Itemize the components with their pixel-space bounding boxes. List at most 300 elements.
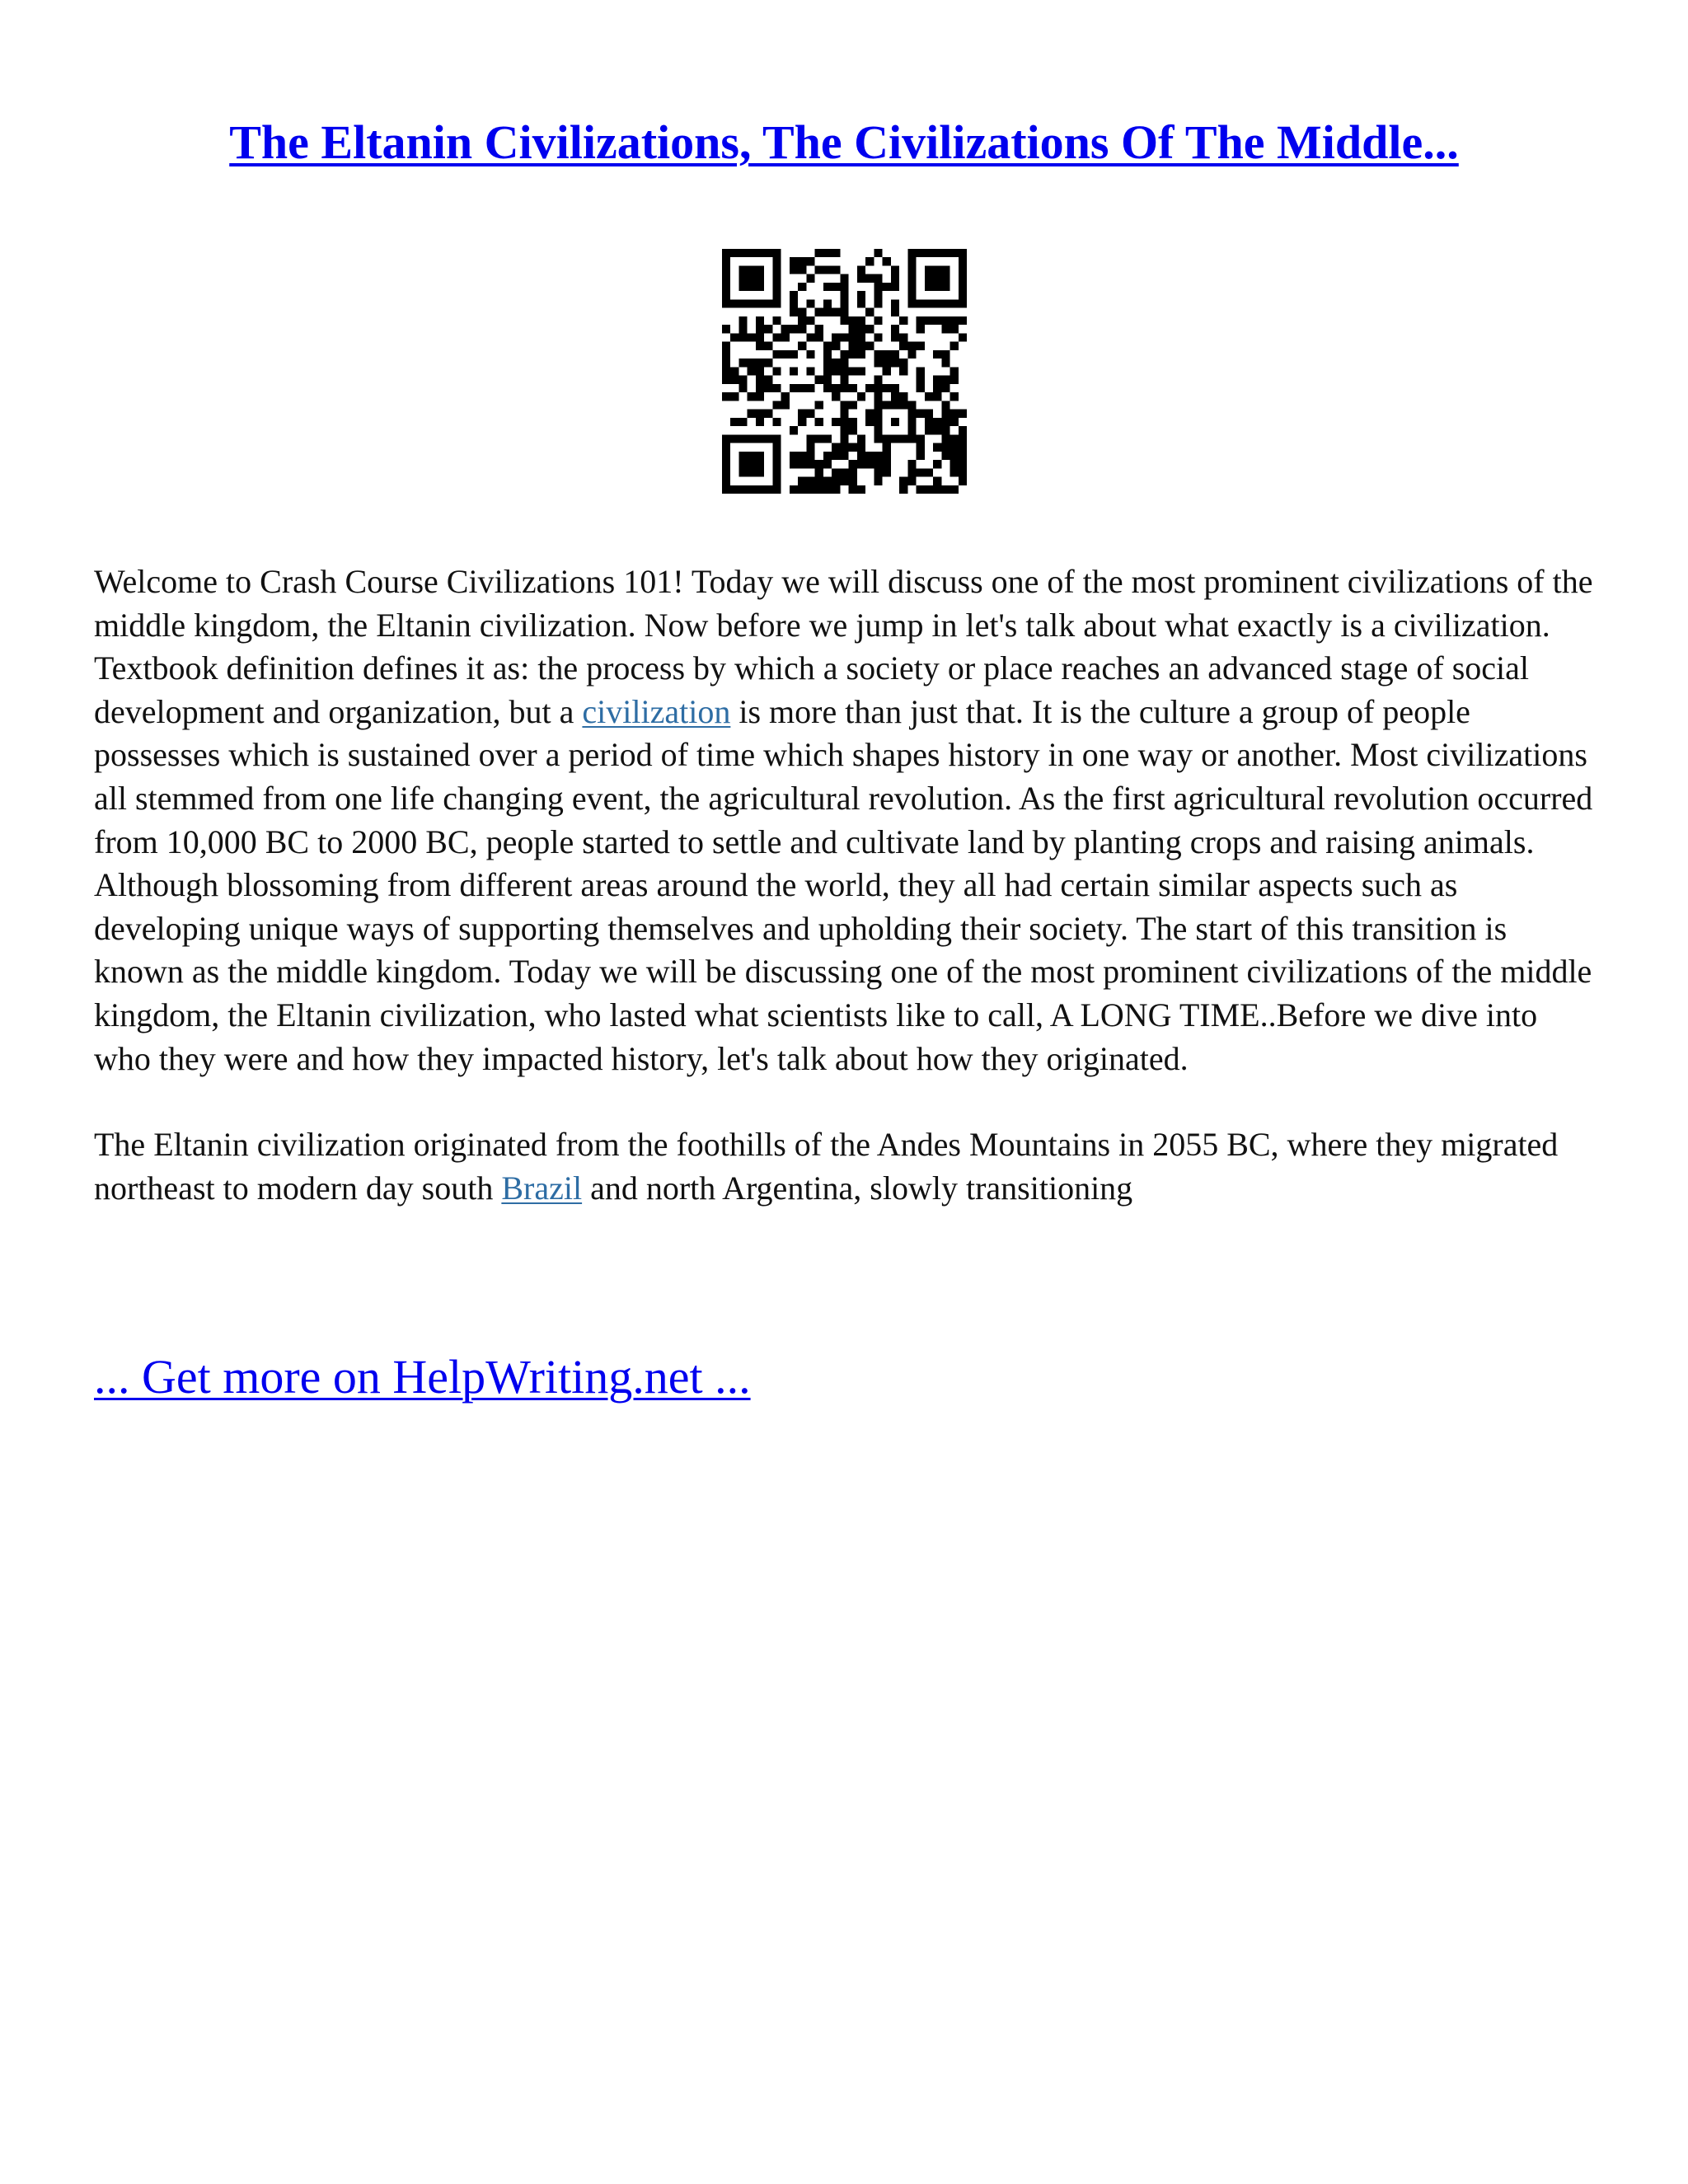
- qr-module: [907, 477, 916, 485]
- qr-module: [756, 468, 764, 476]
- qr-module: [857, 350, 865, 359]
- qr-module: [806, 367, 814, 375]
- qr-module: [832, 485, 840, 494]
- qr-module: [899, 434, 907, 443]
- qr-module: [874, 274, 882, 283]
- qr-module: [790, 265, 798, 274]
- qr-module: [907, 342, 916, 350]
- qr-module: [806, 434, 814, 443]
- qr-module: [730, 392, 738, 401]
- qr-module: [891, 418, 899, 426]
- qr-module: [806, 257, 814, 265]
- qr-module: [907, 283, 916, 291]
- qr-module: [950, 249, 959, 257]
- qr-module: [941, 410, 950, 418]
- qr-module: [883, 257, 891, 265]
- qr-module: [832, 418, 840, 426]
- qr-module: [865, 452, 874, 460]
- qr-module: [857, 316, 865, 325]
- qr-module: [722, 350, 730, 359]
- qr-module: [883, 468, 891, 476]
- qr-module: [865, 384, 874, 392]
- qr-module: [925, 274, 933, 283]
- qr-module: [959, 426, 967, 434]
- qr-module: [857, 291, 865, 299]
- qr-module: [764, 485, 772, 494]
- qr-module: [738, 384, 747, 392]
- qr-module: [722, 283, 730, 291]
- qr-module: [941, 283, 950, 291]
- qr-module: [917, 299, 925, 307]
- paragraph-1-text-b: is more than just that. It is the culture a group of people possesses which is sustained over a period of time which shapes history in one way or another. Most civilizations all stemmed from one life changing event, the agricultural revolution. As the first agricultural revolution occurred from 10,000 BC to 2000 BC, people started to settle and cultivate land by planting crops and raising animals. Although blossoming from different areas around the world, they all had certain similar aspects such as developing unique ways of supporting themselves and upholding their society. The start of this transition is known as the middle kingdom. Today we will be discussing one of the most prominent civilizations of the middle kingdom, the Eltanin civilization, who lasted what scientists like to call, A LONG TIME..Before we dive into who they were and how they impacted history, let's talk about how they originated.: [94, 692, 1593, 1077]
- qr-module: [832, 384, 840, 392]
- qr-module: [798, 308, 806, 316]
- qr-module: [941, 443, 950, 452]
- qr-module: [959, 265, 967, 274]
- qr-module: [756, 265, 764, 274]
- qr-module: [941, 265, 950, 274]
- qr-module: [748, 460, 756, 468]
- qr-module: [849, 342, 857, 350]
- qr-module: [738, 485, 747, 494]
- qr-module: [832, 333, 840, 341]
- qr-module: [959, 443, 967, 452]
- qr-module: [764, 434, 772, 443]
- qr-module: [950, 468, 959, 476]
- qr-module: [840, 468, 848, 476]
- qr-module: [874, 359, 882, 367]
- qr-module: [738, 249, 747, 257]
- qr-module: [815, 477, 823, 485]
- qr-module: [857, 367, 865, 375]
- qr-module: [874, 452, 882, 460]
- qr-module: [730, 434, 738, 443]
- qr-module: [823, 249, 832, 257]
- qr-module: [756, 452, 764, 460]
- qr-module: [772, 434, 781, 443]
- qr-module: [738, 316, 747, 325]
- qr-module: [832, 452, 840, 460]
- qr-module: [950, 316, 959, 325]
- qr-module: [823, 265, 832, 274]
- qr-module: [722, 443, 730, 452]
- qr-module: [917, 434, 925, 443]
- qr-module: [959, 316, 967, 325]
- qr-module: [798, 452, 806, 460]
- qr-module: [798, 257, 806, 265]
- qr-module: [907, 426, 916, 434]
- qr-module: [806, 384, 814, 392]
- qr-module: [738, 283, 747, 291]
- qr-module: [756, 359, 764, 367]
- qr-module: [865, 308, 874, 316]
- qr-module: [959, 410, 967, 418]
- qr-module: [857, 325, 865, 333]
- qr-module: [933, 460, 941, 468]
- qr-module: [790, 384, 798, 392]
- qr-module: [857, 443, 865, 452]
- qr-module: [849, 401, 857, 409]
- qr-module: [849, 443, 857, 452]
- qr-module: [840, 452, 848, 460]
- qr-module: [933, 443, 941, 452]
- qr-module: [815, 434, 823, 443]
- qr-module: [899, 401, 907, 409]
- qr-module: [941, 350, 950, 359]
- qr-code-icon: [722, 249, 967, 494]
- qr-module: [722, 477, 730, 485]
- qr-module: [738, 418, 747, 426]
- qr-module: [722, 299, 730, 307]
- qr-module: [840, 283, 848, 291]
- paragraph-2-text-b: and north Argentina, slowly transitioning: [582, 1169, 1133, 1207]
- qr-module: [883, 359, 891, 367]
- qr-module: [849, 384, 857, 392]
- qr-module: [806, 333, 814, 341]
- qr-module: [832, 468, 840, 476]
- qr-module: [738, 265, 747, 274]
- qr-module: [891, 401, 899, 409]
- qr-module: [798, 485, 806, 494]
- qr-module: [823, 460, 832, 468]
- qr-module: [925, 468, 933, 476]
- qr-module: [815, 418, 823, 426]
- qr-module: [832, 367, 840, 375]
- qr-module: [781, 350, 790, 359]
- qr-module: [748, 283, 756, 291]
- qr-module: [891, 384, 899, 392]
- qr-module: [849, 477, 857, 485]
- qr-module: [722, 257, 730, 265]
- qr-module: [798, 265, 806, 274]
- qr-module: [891, 333, 899, 341]
- qr-module: [815, 485, 823, 494]
- qr-module: [806, 477, 814, 485]
- qr-module: [815, 249, 823, 257]
- qr-module: [840, 401, 848, 409]
- qr-module: [823, 477, 832, 485]
- qr-module: [891, 299, 899, 307]
- qr-module: [950, 299, 959, 307]
- qr-module: [950, 443, 959, 452]
- qr-module: [748, 274, 756, 283]
- qr-module: [764, 342, 772, 350]
- qr-module: [738, 376, 747, 384]
- qr-module: [772, 333, 781, 341]
- qr-module: [950, 418, 959, 426]
- qr-module: [798, 283, 806, 291]
- qr-module: [832, 265, 840, 274]
- qr-module: [883, 384, 891, 392]
- qr-module: [874, 410, 882, 418]
- qr-module: [748, 249, 756, 257]
- qr-module: [907, 299, 916, 307]
- civilization-link[interactable]: civilization: [582, 692, 731, 730]
- qr-module: [899, 359, 907, 367]
- qr-module: [883, 452, 891, 460]
- qr-module: [941, 274, 950, 283]
- qr-module: [756, 392, 764, 401]
- qr-module: [941, 401, 950, 409]
- qr-module: [917, 443, 925, 452]
- qr-module: [772, 249, 781, 257]
- qr-module: [950, 452, 959, 460]
- qr-module: [917, 249, 925, 257]
- qr-module: [738, 274, 747, 283]
- qr-module: [899, 367, 907, 375]
- qr-module: [722, 367, 730, 375]
- qr-module: [790, 257, 798, 265]
- qr-module: [772, 367, 781, 375]
- qr-module: [840, 333, 848, 341]
- qr-module: [806, 485, 814, 494]
- qr-module: [917, 468, 925, 476]
- document-title-link[interactable]: The Eltanin Civilizations, The Civilizations Of The Middle...: [229, 115, 1459, 169]
- qr-module: [874, 249, 882, 257]
- qr-module: [933, 249, 941, 257]
- qr-module: [917, 325, 925, 333]
- qr-module: [806, 410, 814, 418]
- qr-module: [806, 274, 814, 283]
- qr-module: [840, 376, 848, 384]
- qr-module: [925, 249, 933, 257]
- qr-module: [917, 367, 925, 375]
- qr-module: [772, 350, 781, 359]
- qr-module: [907, 418, 916, 426]
- qr-module: [738, 468, 747, 476]
- qr-module: [891, 359, 899, 367]
- qr-module: [899, 342, 907, 350]
- qr-module: [756, 376, 764, 384]
- qr-module: [790, 325, 798, 333]
- qr-module: [840, 426, 848, 434]
- qr-module: [933, 485, 941, 494]
- qr-module: [764, 359, 772, 367]
- qr-module: [772, 477, 781, 485]
- qr-module: [907, 410, 916, 418]
- qr-module: [756, 316, 764, 325]
- qr-module: [883, 283, 891, 291]
- qr-module: [907, 265, 916, 274]
- qr-module: [857, 342, 865, 350]
- qr-module: [874, 418, 882, 426]
- qr-module: [925, 265, 933, 274]
- qr-module: [874, 384, 882, 392]
- paragraph-2-text-a: The Eltanin civilization originated from the foothills of the Andes Mountains in 2055 BC, where they migrated northeast to modern day south: [94, 1126, 1559, 1207]
- qr-module: [748, 333, 756, 341]
- qr-module: [790, 367, 798, 375]
- qr-module: [849, 367, 857, 375]
- qr-module: [959, 283, 967, 291]
- qr-module: [891, 308, 899, 316]
- qr-module: [865, 325, 874, 333]
- qr-module: [891, 350, 899, 359]
- brazil-link[interactable]: Brazil: [501, 1169, 583, 1207]
- qr-module: [748, 434, 756, 443]
- qr-module: [917, 485, 925, 494]
- qr-module: [941, 485, 950, 494]
- article-body: [94, 560, 1602, 1253]
- qr-module: [738, 325, 747, 333]
- qr-module: [748, 265, 756, 274]
- qr-module: [815, 460, 823, 468]
- qr-module: [823, 485, 832, 494]
- qr-module: [917, 316, 925, 325]
- qr-module: [815, 401, 823, 409]
- qr-module: [959, 274, 967, 283]
- qr-module: [772, 418, 781, 426]
- qr-module: [865, 274, 874, 283]
- qr-module: [857, 274, 865, 283]
- qr-module: [790, 460, 798, 468]
- qr-module: [815, 468, 823, 476]
- qr-module: [907, 291, 916, 299]
- qr-module: [941, 452, 950, 460]
- qr-module: [925, 299, 933, 307]
- qr-module: [865, 257, 874, 265]
- qr-module: [907, 249, 916, 257]
- qr-module: [823, 367, 832, 375]
- qr-module: [815, 265, 823, 274]
- paragraph-1: [94, 560, 1602, 1080]
- qr-module: [891, 274, 899, 283]
- qr-module: [756, 342, 764, 350]
- qr-module: [925, 283, 933, 291]
- qr-module: [959, 452, 967, 460]
- qr-module: [798, 418, 806, 426]
- qr-module: [806, 443, 814, 452]
- qr-module: [933, 299, 941, 307]
- qr-module: [857, 434, 865, 443]
- qr-module: [857, 392, 865, 401]
- qr-module: [756, 325, 764, 333]
- qr-module: [933, 477, 941, 485]
- qr-module: [748, 299, 756, 307]
- qr-module: [891, 265, 899, 274]
- qr-module: [781, 325, 790, 333]
- get-more-link[interactable]: ... Get more on HelpWriting.net ...: [94, 1350, 751, 1404]
- qr-module: [730, 367, 738, 375]
- qr-module: [865, 410, 874, 418]
- qr-module: [840, 434, 848, 443]
- qr-module: [798, 384, 806, 392]
- qr-module: [781, 333, 790, 341]
- qr-module: [722, 485, 730, 494]
- qr-module: [874, 316, 882, 325]
- qr-module: [772, 257, 781, 265]
- qr-module: [907, 350, 916, 359]
- qr-module: [840, 384, 848, 392]
- qr-module: [798, 325, 806, 333]
- qr-module: [764, 384, 772, 392]
- qr-module: [883, 401, 891, 409]
- qr-module: [941, 359, 950, 367]
- qr-module: [840, 274, 848, 283]
- qr-module: [849, 333, 857, 341]
- qr-module: [933, 350, 941, 359]
- qr-module: [950, 325, 959, 333]
- qr-module: [840, 299, 848, 307]
- qr-module: [849, 460, 857, 468]
- qr-module: [874, 350, 882, 359]
- qr-module: [790, 350, 798, 359]
- qr-module: [730, 333, 738, 341]
- qr-module: [959, 257, 967, 265]
- qr-module: [883, 350, 891, 359]
- qr-module: [840, 308, 848, 316]
- qr-module: [806, 452, 814, 460]
- qr-module: [950, 392, 959, 401]
- qr-module: [823, 376, 832, 384]
- qr-module: [832, 443, 840, 452]
- qr-module: [764, 410, 772, 418]
- qr-module: [925, 316, 933, 325]
- qr-module: [874, 333, 882, 341]
- qr-module: [899, 477, 907, 485]
- qr-module: [764, 299, 772, 307]
- qr-module: [730, 299, 738, 307]
- qr-module: [722, 359, 730, 367]
- qr-module: [756, 333, 764, 341]
- qr-module: [917, 376, 925, 384]
- qr-module: [950, 367, 959, 375]
- qr-module: [764, 325, 772, 333]
- qr-module: [840, 418, 848, 426]
- qr-module: [790, 485, 798, 494]
- qr-module: [950, 376, 959, 384]
- qr-module: [722, 376, 730, 384]
- qr-module: [941, 434, 950, 443]
- qr-module: [772, 485, 781, 494]
- qr-module: [849, 350, 857, 359]
- qr-module: [756, 434, 764, 443]
- qr-module: [907, 434, 916, 443]
- qr-module: [815, 325, 823, 333]
- qr-module: [798, 460, 806, 468]
- qr-module: [738, 452, 747, 460]
- qr-module: [832, 249, 840, 257]
- qr-module: [891, 283, 899, 291]
- qr-module: [959, 291, 967, 299]
- qr-module: [772, 460, 781, 468]
- qr-module: [748, 468, 756, 476]
- qr-module: [756, 249, 764, 257]
- paragraph-1-text-a: Welcome to Crash Course Civilizations 101! Today we will discuss one of the most prominent civilizations of the middle kingdom, the Eltanin civilization. Now before we jump in let's talk about what exactly is a civilization. Textbook definition defines it as: the process by which a society or place reaches an advanced stage of social development and organization, but a: [94, 563, 1593, 730]
- qr-module: [959, 468, 967, 476]
- qr-module: [772, 316, 781, 325]
- qr-module: [883, 434, 891, 443]
- qr-module: [772, 452, 781, 460]
- qr-module: [756, 460, 764, 468]
- qr-module: [722, 265, 730, 274]
- qr-module: [925, 410, 933, 418]
- qr-module: [874, 477, 882, 485]
- qr-module: [941, 384, 950, 392]
- qr-module: [883, 443, 891, 452]
- qr-module: [891, 392, 899, 401]
- qr-module: [798, 342, 806, 350]
- qr-module: [823, 342, 832, 350]
- qr-module: [874, 426, 882, 434]
- qr-module: [874, 392, 882, 401]
- qr-module: [722, 434, 730, 443]
- qr-module: [832, 308, 840, 316]
- qr-module: [756, 274, 764, 283]
- qr-module: [933, 384, 941, 392]
- qr-module: [756, 485, 764, 494]
- qr-module: [840, 291, 848, 299]
- qr-module: [874, 299, 882, 307]
